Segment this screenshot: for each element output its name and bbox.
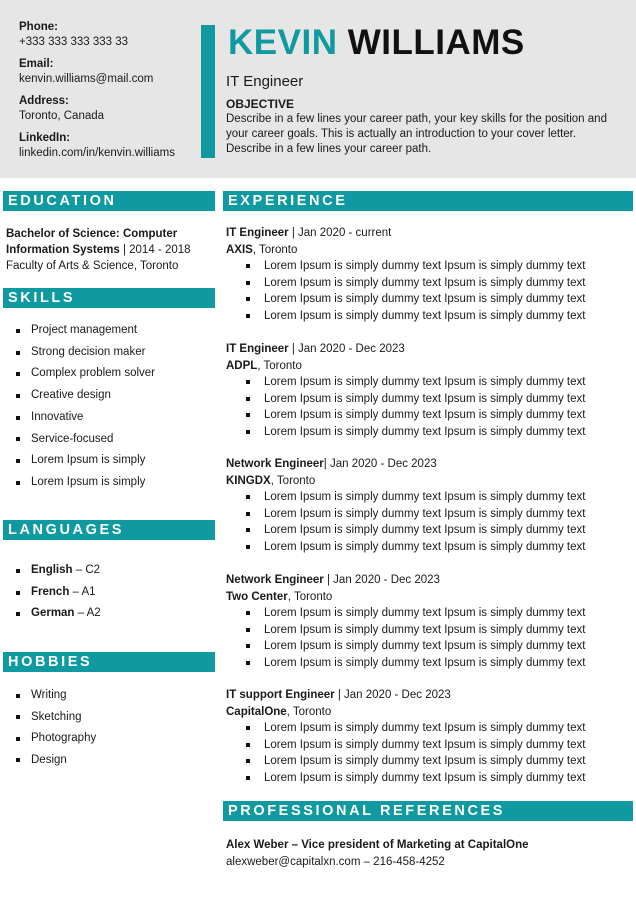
school: Faculty of Arts & Science, Toronto	[6, 260, 179, 272]
list-item: Lorem Ipsum is simply dummy text Ipsum is simply dummy text	[264, 605, 626, 622]
linkedin-label: LinkedIn:	[19, 132, 71, 144]
objective-heading: OBJECTIVE	[226, 97, 295, 111]
address-label: Address:	[19, 95, 69, 107]
candidate-name	[228, 22, 525, 64]
hobbies-heading: HOBBIES	[3, 652, 215, 672]
reference-block	[226, 837, 529, 870]
list-item: Complex problem solver	[14, 363, 155, 385]
job-bullets	[264, 489, 626, 555]
first-name: KEVIN	[228, 23, 338, 62]
job-bullets	[264, 374, 626, 440]
list-item	[14, 603, 101, 625]
skills-heading: SKILLS	[3, 288, 215, 308]
list-item: Lorem Ipsum is simply dummy text Ipsum is simply dummy text	[264, 522, 626, 539]
job-bullets	[264, 720, 626, 786]
job-bullets	[264, 605, 626, 671]
list-item: Design	[14, 750, 96, 772]
job-company: CapitalOne	[226, 705, 287, 718]
education-years: | 2014 - 2018	[122, 244, 191, 256]
email-value: kenvin.williams@mail.com	[19, 73, 154, 85]
list-item: Lorem Ipsum is simply dummy text Ipsum is simply dummy text	[264, 489, 626, 506]
list-item: Lorem Ipsum is simply dummy text Ipsum is simply dummy text	[264, 622, 626, 639]
language-name: German	[31, 607, 75, 620]
list-item: Lorem Ipsum is simply	[14, 450, 155, 472]
job-separator: |	[334, 689, 345, 701]
list-item: Lorem Ipsum is simply dummy text Ipsum is simply dummy text	[264, 407, 626, 424]
job-separator: |	[288, 227, 299, 239]
job-separator: |	[323, 458, 330, 470]
list-item	[14, 560, 101, 582]
job-location: , Toronto	[270, 474, 316, 487]
language-level: – A1	[69, 585, 96, 598]
list-item: Lorem Ipsum is simply dummy text Ipsum is simply dummy text	[264, 753, 626, 770]
education-heading: EDUCATION	[3, 191, 215, 211]
list-item: Photography	[14, 728, 96, 750]
job-location: , Toronto	[286, 705, 332, 718]
job-separator: |	[288, 343, 299, 355]
phone-label: Phone:	[19, 21, 58, 33]
languages-list	[14, 560, 101, 625]
languages-heading: LANGUAGES	[3, 520, 215, 540]
job-company: AXIS	[226, 243, 253, 256]
list-item: Lorem Ipsum is simply dummy text Ipsum is simply dummy text	[264, 374, 626, 391]
job-location: , Toronto	[257, 359, 302, 372]
reference-contact: alexweber@capitalxn.com – 216-458-4252	[226, 855, 445, 868]
job-location: , Toronto	[287, 590, 333, 603]
job-company: ADPL	[226, 359, 258, 372]
list-item: Service-focused	[14, 429, 155, 451]
list-item: Lorem Ipsum is simply dummy text Ipsum is simply dummy text	[264, 258, 626, 275]
job-position: IT Engineer	[226, 227, 289, 239]
list-item: Strong decision maker	[14, 342, 155, 364]
job-company: Two Center	[226, 590, 288, 603]
job-position: IT support Engineer	[226, 689, 335, 701]
list-item: Sketching	[14, 707, 96, 729]
list-item: Lorem Ipsum is simply dummy text Ipsum is simply dummy text	[264, 638, 626, 655]
address-value: Toronto, Canada	[19, 110, 105, 122]
language-level: – A2	[74, 607, 101, 620]
experience-heading: EXPERIENCE	[223, 191, 633, 211]
job-position: Network Engineer	[226, 574, 324, 586]
job-dates: Jan 2020 - Dec 2023	[298, 343, 405, 355]
reference-name: Alex Weber – Vice president of Marketing at CapitalOne	[226, 839, 529, 851]
job-entry	[226, 687, 626, 786]
list-item: Lorem Ipsum is simply dummy text Ipsum is simply dummy text	[264, 770, 626, 787]
linkedin-value: linkedin.com/in/kenvin.williams	[19, 147, 175, 159]
job-location: , Toronto	[252, 243, 298, 256]
job-entry	[226, 572, 626, 671]
phone-value: +333 333 333 333 33	[19, 36, 129, 48]
list-item: Lorem Ipsum is simply dummy text Ipsum is simply dummy text	[264, 291, 626, 308]
job-position: Network Engineer	[226, 458, 324, 470]
objective-text: Describe in a few lines your career path, your key skills for the position and your career goals. This is actually an introduction to your cover letter. Describe in a few lines your career path.	[226, 113, 607, 155]
job-entry	[226, 225, 626, 324]
language-level: – C2	[72, 564, 101, 576]
list-item: Lorem Ipsum is simply dummy text Ipsum is simply dummy text	[264, 539, 626, 556]
language-name: English	[31, 564, 73, 576]
job-dates: Jan 2020 - Dec 2023	[329, 458, 437, 470]
job-separator: |	[323, 574, 334, 586]
list-item: Lorem Ipsum is simply dummy text Ipsum is simply dummy text	[264, 737, 626, 754]
job-dates: Jan 2020 - Dec 2023	[344, 689, 451, 701]
list-item: Lorem Ipsum is simply dummy text Ipsum is simply dummy text	[264, 391, 626, 408]
education-block	[6, 226, 211, 274]
list-item: Lorem Ipsum is simply	[14, 472, 155, 494]
job-dates: Jan 2020 - Dec 2023	[333, 574, 440, 586]
job-position: IT Engineer	[226, 343, 289, 355]
accent-bar	[201, 25, 215, 158]
job-entry	[226, 456, 626, 555]
list-item: Creative design	[14, 385, 155, 407]
job-company: KINGDX	[226, 474, 271, 487]
job-bullets	[264, 258, 626, 324]
list-item	[14, 582, 101, 604]
list-item: Lorem Ipsum is simply dummy text Ipsum is simply dummy text	[264, 506, 626, 523]
email-label: Email:	[19, 58, 54, 70]
hobbies-list	[14, 685, 96, 771]
list-item: Lorem Ipsum is simply dummy text Ipsum is simply dummy text	[264, 655, 626, 672]
list-item: Lorem Ipsum is simply dummy text Ipsum is simply dummy text	[264, 720, 626, 737]
list-item: Lorem Ipsum is simply dummy text Ipsum is simply dummy text	[264, 424, 626, 441]
job-dates: Jan 2020 - current	[298, 227, 392, 239]
references-heading: PROFESSIONAL REFERENCES	[223, 801, 633, 821]
last-name: WILLIAMS	[347, 23, 525, 62]
language-name: French	[31, 585, 70, 598]
job-entry	[226, 341, 626, 440]
list-item: Writing	[14, 685, 96, 707]
list-item: Project management	[14, 320, 155, 342]
degree: Bachelor of Science: Computer Information Systems	[6, 228, 178, 256]
job-title: IT Engineer	[226, 73, 304, 90]
list-item: Lorem Ipsum is simply dummy text Ipsum is simply dummy text	[264, 308, 626, 325]
list-item: Lorem Ipsum is simply dummy text Ipsum is simply dummy text	[264, 275, 626, 292]
list-item: Innovative	[14, 407, 155, 429]
contact-block	[19, 20, 204, 168]
skills-list	[14, 320, 155, 494]
